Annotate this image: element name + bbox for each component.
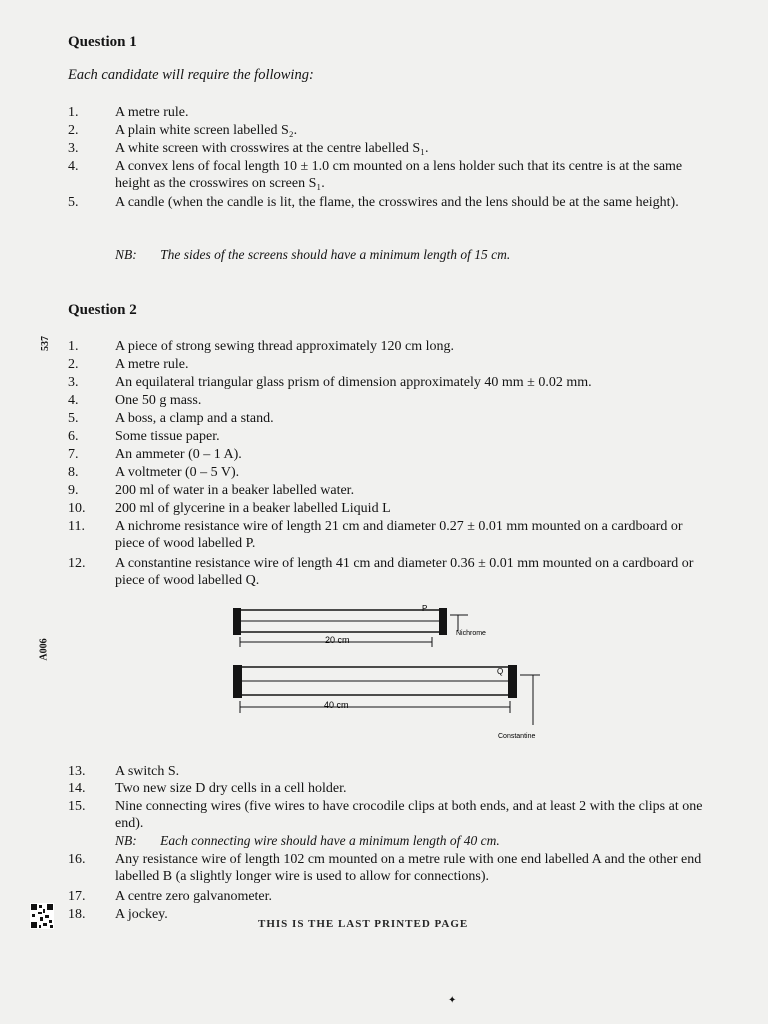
item-number: 16.: [68, 852, 86, 867]
item-text: A jockey.: [115, 907, 168, 922]
item-number: 1.: [68, 105, 79, 120]
item-number: 3.: [68, 375, 79, 390]
dimension-label-bottom: 40 cm: [324, 700, 349, 710]
item-text: A candle (when the candle is lit, the flame, the crosswires and the lens should be at the same height).: [115, 195, 679, 210]
item-text: An equilateral triangular glass prism of dimension approximately 40 mm ± 0.02 mm.: [115, 375, 592, 390]
board-p-right-clamp: [439, 608, 447, 635]
note-label: NB:: [115, 247, 137, 262]
question-1-title: Question 1: [68, 34, 137, 50]
margin-code-middle: A006: [38, 638, 50, 661]
item-number: 15.: [68, 799, 86, 814]
note-text: Each connecting wire should have a minimum length of 40 cm.: [160, 833, 500, 848]
resistance-wire-diagram: [200, 595, 560, 745]
item-number: 4.: [68, 159, 79, 174]
note-text: The sides of the screens should have a minimum length of 15 cm.: [160, 247, 511, 262]
item-number: 4.: [68, 393, 79, 408]
item-text: A constantine resistance wire of length 41 cm and diameter 0.36 ± 0.01 mm mounted on a cardboard or piece of wood labelled Q.: [115, 556, 694, 588]
item-number: 14.: [68, 781, 86, 796]
item-text: A nichrome resistance wire of length 21 cm and diameter 0.27 ± 0.01 mm mounted on a cardboard or piece of wood labelled P.: [115, 519, 683, 551]
wire-board-q: [233, 665, 540, 740]
item-text: 200 ml of water in a beaker labelled water.: [115, 483, 355, 498]
question-2-note: [115, 833, 500, 849]
question-1-instruction: Each candidate will require the following:: [68, 67, 314, 83]
note-label: NB:: [115, 833, 137, 848]
item-number: 7.: [68, 447, 79, 462]
dimension-label-top: 20 cm: [325, 635, 350, 645]
item-number: 18.: [68, 907, 86, 922]
item-number: 13.: [68, 764, 86, 779]
nichrome-label: Nichrome: [456, 630, 486, 637]
item-text: A convex lens of focal length 10 ± 1.0 cm mounted on a lens holder such that its centre is at the same height as the crosswires on screen S₁.: [115, 159, 683, 191]
wire-board-p: [233, 604, 486, 647]
item-text: A switch S.: [115, 764, 180, 779]
item-text: One 50 g mass.: [115, 393, 202, 408]
item-number: 12.: [68, 556, 86, 571]
item-text: A piece of strong sewing thread approximately 120 cm long.: [115, 339, 455, 354]
item-text: 200 ml of glycerine in a beaker labelled Liquid L: [115, 501, 391, 516]
qr-code-icon: [30, 903, 54, 929]
item-text: Two new size D dry cells in a cell holder.: [115, 781, 347, 796]
page-mark-icon: ✦: [448, 995, 457, 1006]
board-q-right-clamp: [508, 665, 517, 698]
item-number: 17.: [68, 889, 86, 904]
question-1-note: [115, 247, 510, 263]
item-number: 11.: [68, 519, 85, 534]
item-number: 1.: [68, 339, 79, 354]
item-text: A metre rule.: [115, 105, 189, 120]
item-number: 6.: [68, 429, 79, 444]
board-q-label: Q: [497, 667, 504, 676]
footer-note: THIS IS THE LAST PRINTED PAGE: [258, 918, 469, 930]
item-text: An ammeter (0 – 1 A).: [115, 447, 242, 462]
question-2-title: Question 2: [68, 302, 137, 318]
board-p-label: P: [422, 604, 428, 613]
item-number: 8.: [68, 465, 79, 480]
board-p-left-clamp: [233, 608, 241, 635]
item-text: A boss, a clamp and a stand.: [115, 411, 274, 426]
item-number: 3.: [68, 141, 79, 156]
board-q-left-clamp: [233, 665, 242, 698]
item-text: Nine connecting wires (five wires to have crocodile clips at both ends, and at least 2 with the clips at one end).: [115, 799, 703, 831]
item-number: 2.: [68, 357, 79, 372]
item-text: Any resistance wire of length 102 cm mounted on a metre rule with one end labelled A and the other end labelled B (a slightly longer wire is used to allow for connections).: [115, 852, 702, 884]
item-text: A white screen with crosswires at the centre labelled S₁.: [115, 141, 429, 156]
item-number: 10.: [68, 501, 86, 516]
item-text: Some tissue paper.: [115, 429, 220, 444]
item-number: 5.: [68, 411, 79, 426]
item-text: A centre zero galvanometer.: [115, 889, 273, 904]
item-number: 9.: [68, 483, 79, 498]
item-text: A plain white screen labelled S₂.: [115, 123, 298, 138]
item-text: A metre rule.: [115, 357, 189, 372]
item-number: 5.: [68, 195, 79, 210]
item-text: A voltmeter (0 – 5 V).: [115, 465, 240, 480]
item-number: 2.: [68, 123, 79, 138]
margin-code-top: 537: [40, 336, 51, 351]
constantine-label: Constantine: [498, 733, 536, 740]
